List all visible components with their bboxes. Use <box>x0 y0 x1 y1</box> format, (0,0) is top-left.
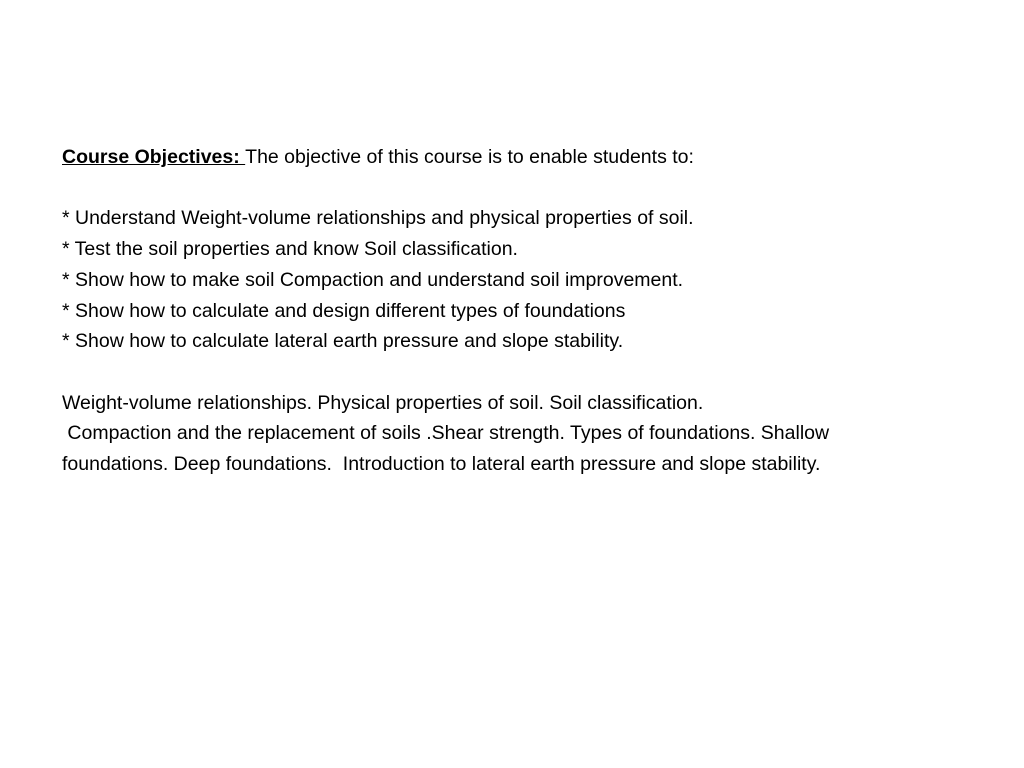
objectives-header-line <box>62 142 1002 173</box>
objective-item: * Understand Weight-volume relationships and physical properties of soil. <box>62 207 694 230</box>
syllabus-paragraph <box>62 388 1002 480</box>
syllabus-line: Weight-volume relationships. Physical properties of soil. Soil classification. <box>62 391 704 414</box>
spacer <box>62 357 1002 388</box>
objective-item: * Show how to calculate and design different types of foundations <box>62 299 626 322</box>
objective-item: * Show how to make soil Compaction and understand soil improvement. <box>62 268 684 291</box>
syllabus-line: foundations. Deep foundations. Introduction to lateral earth pressure and slope stability. <box>62 453 821 475</box>
syllabus-line: Compaction and the replacement of soils .Shear strength. Types of foundations. Shallow <box>62 422 830 445</box>
objectives-list <box>62 203 1002 357</box>
spacer <box>62 173 1002 204</box>
slide-content <box>62 142 1002 480</box>
course-objectives-heading: Course Objectives: <box>62 146 246 168</box>
objectives-intro-text: The objective of this course is to enable students to: <box>245 146 694 168</box>
objective-item: * Test the soil properties and know Soil classification. <box>62 238 518 261</box>
objective-item: * Show how to calculate lateral earth pressure and slope stability. <box>62 330 624 353</box>
